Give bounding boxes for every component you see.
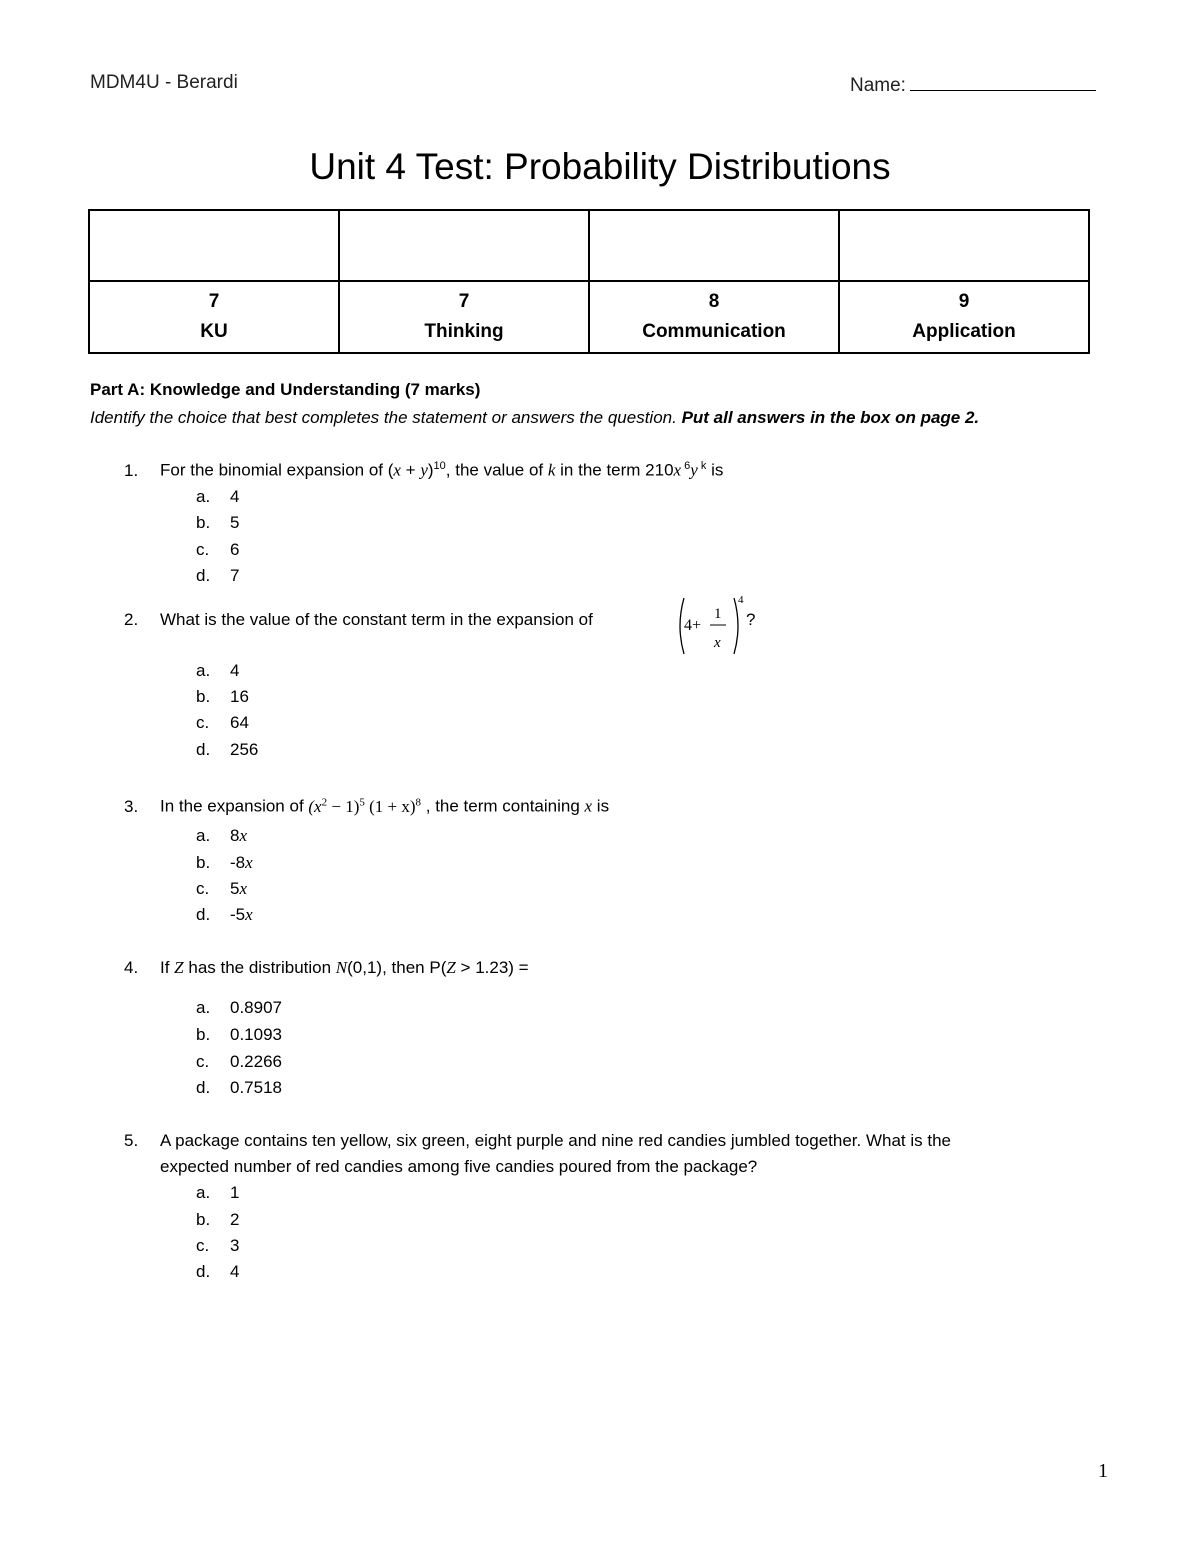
q2-power: 4 — [738, 594, 744, 606]
part-a-heading: Part A: Knowledge and Understanding (7 marks) — [90, 380, 481, 399]
category-cell-thinking: 7 Thinking — [339, 281, 589, 353]
score-cell-communication[interactable] — [589, 210, 839, 281]
name-blank-line[interactable] — [910, 72, 1096, 91]
page-number: 1 — [1098, 1460, 1108, 1482]
marks-table — [88, 209, 1090, 354]
name-field[interactable] — [850, 72, 1096, 97]
q2-option-a[interactable]: a. 4 — [196, 661, 240, 680]
q1-option-c[interactable]: c. 6 — [196, 540, 240, 559]
question-3: 3. In the expansion of $(x^2 - 1)^5$ $(1 + x)^8$ , the term containing x is — [124, 796, 610, 816]
q5-option-a[interactable]: a. 1 — [196, 1183, 240, 1202]
q3-option-b[interactable]: b. -8x — [196, 853, 253, 872]
q1-option-d[interactable]: d. 7 — [196, 566, 240, 585]
q2-option-c[interactable]: c. 64 — [196, 713, 249, 732]
category-cell-application: 9 Application — [839, 281, 1089, 353]
page-title: Unit 4 Test: Probability Distributions — [309, 146, 891, 187]
marks-category-row — [89, 281, 1089, 353]
part-a-instruction: Identify the choice that best completes the statement or answers the question. Put all answers in the box on page 2. — [90, 408, 980, 427]
instruction-bold: Put all answers in the box on page 2. — [681, 408, 980, 427]
question-1: 1. For the binomial expansion of $(x + y)^{10}$, the value of k in the term 210x $^6$y $^k$ is — [124, 460, 724, 480]
q3-option-d[interactable]: d. -5x — [196, 905, 253, 924]
category-cell-communication: 8 Communication — [589, 281, 839, 353]
q3-expression: $(x^2 - 1)^5$ $(1 + x)^8$ — [308, 796, 422, 816]
q2-expression — [676, 594, 752, 658]
q2-option-b[interactable]: b. 16 — [196, 687, 249, 706]
q3-option-c[interactable]: c. 5x — [196, 879, 248, 898]
q3-option-a[interactable]: a. 8x — [196, 826, 248, 845]
q2-question-mark: ? — [746, 610, 756, 629]
marks-score-row — [89, 210, 1089, 281]
q2-numerator: 1 — [714, 606, 722, 622]
q2-option-d[interactable]: d. 256 — [196, 740, 259, 759]
q2-whole-part: 4+ — [684, 617, 702, 634]
name-label: Name: — [850, 75, 906, 96]
score-cell-application[interactable] — [839, 210, 1089, 281]
question-2: 2. What is the value of the constant term in the expansion of — [124, 610, 593, 629]
q4-option-a[interactable]: a. 0.8907 — [196, 998, 282, 1017]
q4-option-d[interactable]: d. 0.7518 — [196, 1078, 282, 1097]
question-5-line-2: expected number of red candies among five candies poured from the package? — [160, 1157, 758, 1176]
q1-option-a[interactable]: a. 4 — [196, 487, 240, 506]
category-cell-ku: 7 KU — [89, 281, 339, 353]
score-cell-ku[interactable] — [89, 210, 339, 281]
q4-option-c[interactable]: c. 0.2266 — [196, 1052, 282, 1071]
course-code: MDM4U - Berardi — [90, 72, 238, 93]
q4-option-b[interactable]: b. 0.1093 — [196, 1025, 282, 1044]
q5-option-d[interactable]: d. 4 — [196, 1262, 240, 1281]
q1-option-b[interactable]: b. 5 — [196, 513, 240, 532]
q2-denominator: x — [714, 635, 721, 651]
q5-option-b[interactable]: b. 2 — [196, 1210, 240, 1229]
score-cell-thinking[interactable] — [339, 210, 589, 281]
question-4: 4. If Z has the distribution N(0,1), then P(Z > 1.23) = — [124, 958, 529, 977]
question-5: 5. A package contains ten yellow, six green, eight purple and nine red candies jumbled together. What is the — [124, 1131, 951, 1150]
q5-option-c[interactable]: c. 3 — [196, 1236, 240, 1255]
